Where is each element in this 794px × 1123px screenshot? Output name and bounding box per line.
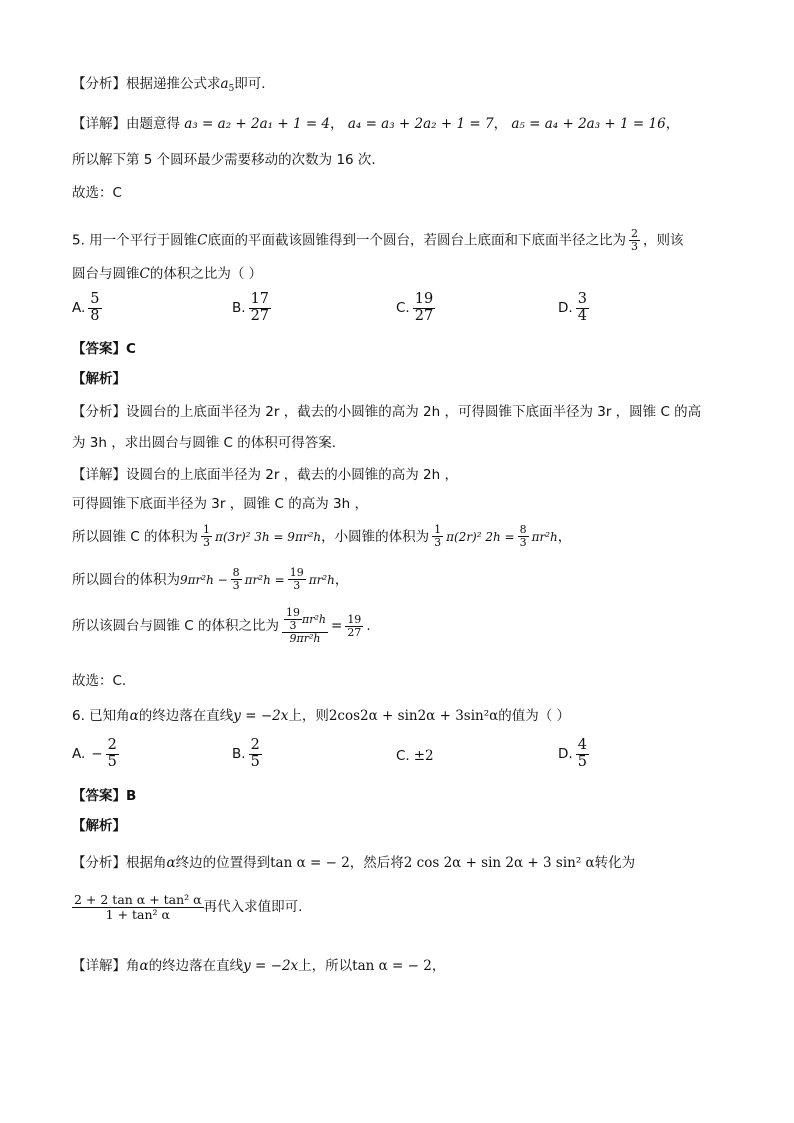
fraction [345, 614, 363, 639]
num: 8 [519, 523, 527, 536]
math-expr: 9πr²h − [180, 572, 228, 587]
q5-option-c[interactable] [396, 292, 438, 325]
q6-option-b[interactable] [232, 738, 265, 771]
label: B. [232, 746, 246, 763]
q6-option-a[interactable] [72, 738, 122, 771]
text: 再代入求值即可. [203, 899, 303, 916]
equation-a4: a₄ = a₃ + 2a₂ + 1 = 7 [347, 116, 494, 132]
q6-answer: 【答案】B [72, 788, 137, 804]
q6-option-c[interactable] [396, 748, 434, 764]
q5-analysis-2: 为 3h ，求出圆台与圆锥 C 的体积可得答案. [72, 435, 337, 451]
text: 所以该圆台与圆锥 C 的体积之比为 [72, 618, 280, 635]
value: ±2 [413, 748, 434, 764]
q5-frustum-line [72, 567, 348, 592]
q5-option-d[interactable] [558, 292, 592, 325]
sep: ， [330, 116, 344, 132]
text: 圆台与圆锥 [72, 266, 140, 282]
label: C. [396, 300, 410, 317]
den: 3 [519, 536, 527, 550]
text: 上，所以 [298, 958, 353, 974]
big-fraction [72, 893, 204, 922]
num: 19 [347, 612, 362, 626]
compound-fraction [282, 607, 328, 645]
text: 的体积之比为（ ） [149, 266, 263, 282]
text: 由题意得 [126, 116, 180, 132]
text: 6. 已知角 [72, 708, 130, 724]
math-var: C [139, 266, 150, 282]
math-var: α [139, 958, 149, 974]
num: 4 [577, 737, 587, 753]
q5-stem-2 [72, 264, 262, 284]
q6-option-d[interactable] [558, 738, 592, 771]
equation-a3: a₃ = a₂ + 2a₁ + 1 = 4 [184, 116, 331, 132]
text: 【详解】角 [72, 958, 140, 974]
num: 1 [434, 523, 442, 536]
q5-detail-2: 可得圆锥下底面半径为 3r ，圆锥 C 的高为 3h ， [72, 496, 368, 512]
q5-answer: 【答案】C [72, 341, 136, 357]
choice-line: 故选：C [72, 185, 122, 201]
math-expr: πr²h [308, 572, 335, 587]
text: . [366, 618, 371, 635]
ratio-fraction [629, 228, 640, 253]
q5-choice: 故选：C. [72, 673, 127, 689]
fraction [288, 567, 306, 592]
math-var: α [166, 855, 176, 871]
text: 的终边落在直线 [148, 958, 244, 974]
num: 3 [577, 291, 587, 307]
sign: − [91, 746, 103, 763]
q6-stem [72, 706, 570, 726]
num: 2 [250, 737, 260, 753]
equals: = [331, 618, 343, 635]
num: 19 [414, 291, 434, 307]
q6-jiexi: 【解析】 [72, 818, 126, 834]
den: 27 [414, 307, 434, 324]
den: 9πr²h [289, 632, 321, 646]
text: ，小圆锥的体积为 [321, 528, 430, 545]
q5-option-b[interactable] [232, 292, 274, 325]
den: 8 [90, 307, 100, 324]
num [282, 607, 328, 633]
den: 3 [293, 579, 301, 593]
math-expr: πr²h [302, 612, 326, 626]
fraction [413, 292, 435, 325]
math-var: a [220, 76, 229, 92]
equation-a5: a₅ = a₄ + 2a₃ + 1 = 16 [511, 116, 666, 132]
text: 转化为 [594, 855, 636, 871]
num: 17 [250, 291, 270, 307]
conclusion-line: 所以解下第 5 个圆环最少需要移动的次数为 16 次. [72, 152, 376, 168]
math-expr: y = −2x [243, 958, 299, 974]
den: 3 [289, 619, 297, 633]
den: 27 [250, 307, 270, 324]
fraction [231, 567, 242, 592]
q5-option-a[interactable] [72, 292, 105, 325]
q6-detail [72, 956, 445, 976]
math-var: α [129, 708, 139, 724]
math-expr: y = −2x [233, 708, 289, 724]
math-expr: π(3r)² 3h = 9πr²h [215, 529, 322, 544]
text: 即可. [234, 76, 266, 92]
text: 根据递推公式求 [126, 76, 221, 92]
text: 5. 用一个平行于圆锥 [72, 232, 198, 249]
fraction [249, 738, 262, 771]
den: 5 [250, 753, 260, 770]
text: ，则该 [643, 232, 684, 249]
den: 3 [631, 240, 639, 254]
q5-volume-line [72, 524, 571, 549]
text: 的值为（ ） [498, 708, 571, 724]
math-expr: πr²h [531, 529, 558, 544]
fraction [201, 524, 212, 549]
q5-jiexi: 【解析】 [72, 371, 126, 387]
math-expr: 2cos2α + sin2α + 3sin²α [328, 708, 499, 724]
den: 5 [577, 753, 587, 770]
text: 上，则 [288, 708, 329, 724]
text: 【分析】根据角 [72, 855, 167, 871]
fraction [576, 738, 589, 771]
den: 3 [232, 579, 240, 593]
text: ，然后将 [349, 855, 404, 871]
q6-big-fraction-line [72, 893, 302, 922]
text: 的终边落在直线 [138, 708, 234, 724]
sep: ， [493, 116, 508, 132]
label: D. [558, 300, 573, 317]
fraction [88, 292, 101, 325]
num: 19 [286, 606, 301, 619]
den: 1 + tan² α [105, 906, 170, 922]
label: A. [72, 300, 86, 317]
math-expr: π(2r)² 2h = [446, 529, 515, 544]
num: 2 [631, 227, 639, 240]
label: C. [396, 748, 410, 764]
den: 27 [347, 625, 362, 639]
num: 8 [232, 566, 240, 579]
fraction [284, 607, 302, 632]
label: A. [72, 746, 86, 763]
math-sub: 5 [228, 84, 235, 94]
fraction [518, 524, 529, 549]
sep: ， [665, 116, 680, 132]
text: 底面的平面截该圆锥得到一个圆台，若圆台上底面和下底面半径之比为 [207, 232, 627, 249]
text: 所以圆锥 C 的体积为 [72, 528, 199, 545]
text: 终边的位置得到 [175, 855, 271, 871]
text: 所以圆台的体积为 [72, 571, 180, 588]
num: 19 [289, 566, 304, 579]
math-expr: 2 cos 2α + sin 2α + 3 sin² α [403, 855, 595, 871]
den: 5 [107, 753, 117, 770]
math-var: C [197, 232, 208, 249]
text: ， [431, 958, 446, 974]
tag-analysis: 【分析】 [72, 76, 126, 92]
q5-detail-1: 【详解】设圆台的上底面半径为 2r ，截去的小圆锥的高为 2h ， [72, 467, 458, 483]
q5-analysis-1: 【分析】设圆台的上底面半径为 2r ，截去的小圆锥的高为 2h ，可得圆锥下底面半径为 3r ，圆锥 C 的高 [72, 404, 702, 420]
den: 3 [434, 536, 442, 550]
num: 2 + 2 tan α + tan² α [74, 892, 202, 907]
label: D. [558, 746, 573, 763]
q6-analysis [72, 853, 635, 873]
math-expr: πr²h = [244, 572, 285, 587]
tag-detail: 【详解】 [72, 116, 126, 132]
den: 3 [203, 536, 211, 550]
num: 1 [203, 523, 211, 536]
detail-line-1 [72, 114, 679, 134]
q5-stem-1 [72, 228, 684, 253]
fraction [432, 524, 443, 549]
math-expr: tan α = − 2 [270, 855, 350, 871]
num: 2 [107, 737, 117, 753]
fraction [106, 738, 119, 771]
fraction [576, 292, 589, 325]
text: ， [557, 528, 572, 545]
text: ， [334, 571, 349, 588]
fraction [249, 292, 271, 325]
label: B. [232, 300, 246, 317]
num: 5 [90, 291, 100, 307]
analysis-line-1 [72, 74, 266, 99]
q5-ratio-line [72, 607, 371, 645]
math-expr: tan α = − 2 [352, 958, 432, 974]
den: 4 [577, 307, 587, 324]
